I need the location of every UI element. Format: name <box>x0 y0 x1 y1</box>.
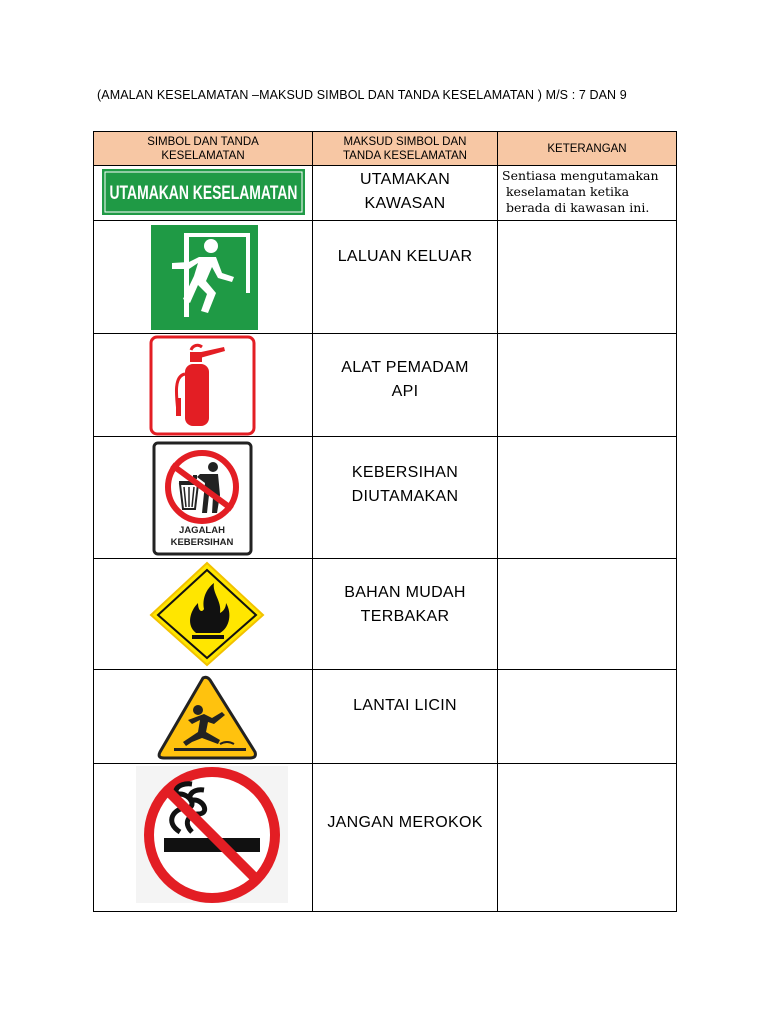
symbol-cell <box>94 166 313 221</box>
meaning-cell <box>313 559 498 670</box>
safety-signs-table <box>93 131 677 912</box>
note-cell <box>498 334 677 437</box>
fire-extinguisher-icon <box>94 334 313 436</box>
symbol-cell <box>94 670 313 764</box>
header-meaning-label: MAKSUD SIMBOL DAN TANDA KESELAMATAN <box>343 135 467 162</box>
header-symbol <box>94 132 313 166</box>
meaning-cell <box>313 670 498 764</box>
header-row <box>94 132 677 166</box>
note-cell <box>498 764 677 912</box>
meaning-text: ALAT PEMADAM API <box>341 359 469 400</box>
meaning-cell <box>313 437 498 559</box>
note-text: Sentiasa mengutamakan keselamatan ketika berada di kawasan ini. <box>502 168 659 215</box>
symbol-cell <box>94 334 313 437</box>
slippery-floor-icon <box>94 670 313 763</box>
note-cell <box>498 166 677 221</box>
meaning-cell <box>313 221 498 334</box>
note-cell <box>498 670 677 764</box>
note-text <box>498 670 676 672</box>
meaning-cell <box>313 334 498 437</box>
table-row <box>94 334 677 437</box>
header-note-label: KETERANGAN <box>547 142 627 155</box>
table-row <box>94 764 677 912</box>
note-text <box>498 764 676 766</box>
utamakan-keselamatan-banner <box>94 166 313 220</box>
symbol-cell <box>94 437 313 559</box>
meaning-text: UTAMAKAN KAWASAN <box>359 171 451 212</box>
banner-text: UTAMAKAN KESELAMATAN <box>109 183 298 204</box>
note-text <box>498 437 676 439</box>
table-row <box>94 559 677 670</box>
meaning-cell <box>313 166 498 221</box>
meaning-text: JANGAN MEROKOK <box>327 814 483 831</box>
note-text <box>498 334 676 336</box>
meaning-text: LANTAI LICIN <box>353 697 457 714</box>
note-text <box>498 221 676 223</box>
note-cell <box>498 437 677 559</box>
page-title: (AMALAN KESELAMATAN –MAKSUD SIMBOL DAN TANDA KESELAMATAN ) M/S : 7 DAN 9 <box>97 88 627 102</box>
sign-label: JAGALAH KEBERSIHAN <box>170 525 234 548</box>
header-meaning <box>313 132 498 166</box>
note-text <box>498 559 676 561</box>
exit-icon <box>94 221 313 333</box>
symbol-cell <box>94 221 313 334</box>
no-smoking-icon <box>94 764 313 911</box>
header-symbol-label: SIMBOL DAN TANDA KESELAMATAN <box>147 135 259 162</box>
header-note <box>498 132 677 166</box>
note-cell <box>498 559 677 670</box>
symbol-cell <box>94 764 313 912</box>
no-littering-icon <box>94 437 313 558</box>
symbol-cell <box>94 559 313 670</box>
meaning-cell <box>313 764 498 912</box>
table-row <box>94 437 677 559</box>
table-row <box>94 221 677 334</box>
table-row <box>94 670 677 764</box>
meaning-text: BAHAN MUDAH TERBAKAR <box>344 584 466 625</box>
meaning-text: KEBERSIHAN DIUTAMAKAN <box>351 464 459 505</box>
table-row <box>94 166 677 221</box>
flammable-icon <box>94 559 313 669</box>
meaning-text: LALUAN KELUAR <box>337 248 473 265</box>
note-cell <box>498 221 677 334</box>
